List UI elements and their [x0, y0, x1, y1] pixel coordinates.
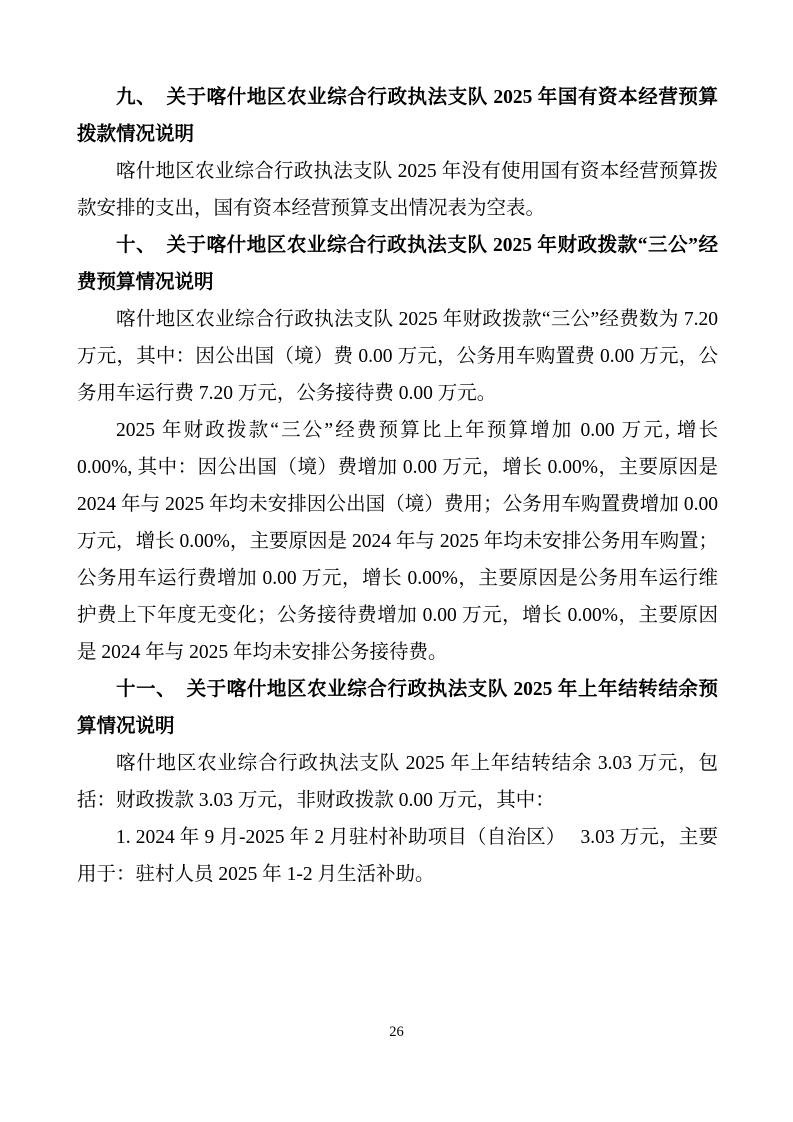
page-footer	[0, 1022, 793, 1042]
document-content	[77, 79, 718, 893]
section-9-heading: 九、 关于喀什地区农业综合行政执法支队 2025 年国有资本经营预算拨款情况说明	[77, 87, 718, 145]
section-11-heading: 十一、 关于喀什地区农业综合行政执法支队 2025 年上年结转结余预算情况说明	[77, 679, 718, 737]
section-10-paragraph-2: 2025 年财政拨款“三公”经费预算比上年预算增加 0.00 万元, 增长 0.00%, 其中：因公出国（境）费增加 0.00 万元，增长 0.00%，主要原因是 2024 年与 2025 年均未安排因公出国（境）费用；公务用车购置费增加 0.00 万元，增长 0.00%，主要原因是 2024 年与 2025 年均未安排公务用车购置；公务用车运行费增加 0.00 万元，增长 0.00%，主要原因是公务用车运行维护费上下年度无变化；公务接待费增加 0.00 万元，增长 0.00%，主要原因是 2024 年与 2025 年均未安排公务接待费。	[77, 420, 718, 663]
section-10	[77, 227, 718, 671]
section-11-paragraph-1: 喀什地区农业综合行政执法支队 2025 年上年结转结余 3.03 万元，包括：财政拨款 3.03 万元，非财政拨款 0.00 万元，其中：	[77, 753, 718, 811]
page-number: 26	[389, 1024, 404, 1040]
section-9	[77, 79, 718, 227]
section-9-paragraph-1: 喀什地区农业综合行政执法支队 2025 年没有使用国有资本经营预算拨款安排的支出，国有资本经营预算支出情况表为空表。	[77, 161, 718, 219]
section-11	[77, 671, 718, 893]
section-10-heading: 十、 关于喀什地区农业综合行政执法支队 2025 年财政拨款“三公”经费预算情况说明	[77, 235, 718, 293]
section-11-paragraph-2: 1. 2024 年 9 月-2025 年 2 月驻村补助项目（自治区） 3.03 万元，主要用于：驻村人员 2025 年 1-2 月生活补助。	[77, 827, 718, 885]
section-10-paragraph-1: 喀什地区农业综合行政执法支队 2025 年财政拨款“三公”经费数为 7.20 万元，其中：因公出国（境）费 0.00 万元，公务用车购置费 0.00 万元，公务用车运行费 7.20 万元，公务接待费 0.00 万元。	[77, 309, 718, 404]
